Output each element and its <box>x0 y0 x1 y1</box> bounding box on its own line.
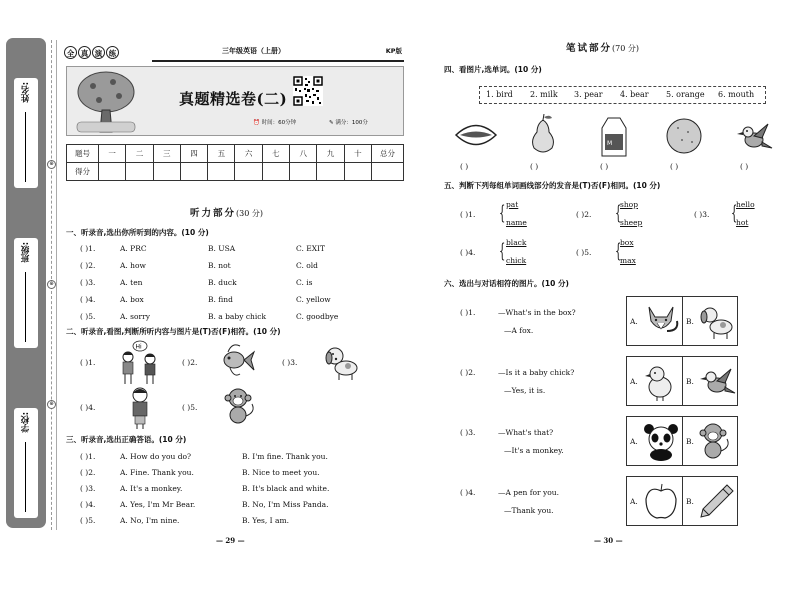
writing-heading <box>566 40 639 54</box>
student-info-sidebar <box>6 38 46 528</box>
option-a: A. Fine. Thank you. <box>120 468 194 477</box>
q6-title: 六、选出与对话相符的图片。(10 分) <box>444 279 569 288</box>
score-header-cell: 七 <box>262 145 289 163</box>
option-b: B. a baby chick <box>208 312 267 321</box>
dialog-line: —A fox. <box>504 326 534 335</box>
option-a-label: A. <box>630 317 638 326</box>
option-a-label: A. <box>630 437 638 446</box>
answer-blank[interactable]: ( )2. <box>80 261 96 270</box>
dialog-line: —It's a monkey. <box>504 446 564 455</box>
book-title: 三年级英语（上册） <box>219 46 288 56</box>
answer-blank[interactable]: ( )3. <box>282 358 298 367</box>
picture-choice-box <box>626 476 738 526</box>
word-top: hello <box>736 200 755 209</box>
answer-blank[interactable]: ( ) <box>530 162 539 171</box>
option-b: B. USA <box>208 244 236 253</box>
binding-hole-mark: ⊕ <box>47 160 56 169</box>
score-header-cell: 十 <box>344 145 371 163</box>
score-header-cell: 五 <box>208 145 235 163</box>
option-c: C. goodbye <box>296 312 339 321</box>
mouth-picture <box>454 120 498 150</box>
score-cell[interactable] <box>317 163 344 181</box>
time-limit: ⏰ 时间：60分钟 <box>253 120 297 126</box>
option-a: A. It's a monkey. <box>120 484 183 493</box>
dialog-line: —What's that? <box>498 428 554 437</box>
score-header-cell: 总分 <box>372 145 404 163</box>
dialog-line: —Yes, it is. <box>504 386 546 395</box>
answer-blank[interactable]: ( )4. <box>80 295 96 304</box>
answer-blank[interactable]: ( )5. <box>576 248 592 257</box>
apple-picture <box>641 481 681 521</box>
goldfish-picture <box>216 340 256 382</box>
option-a-label: A. <box>630 377 638 386</box>
score-header-cell: 八 <box>290 145 317 163</box>
dialog-line: —A pen for you. <box>498 488 559 497</box>
name-label-box <box>14 78 38 188</box>
puppy-picture <box>322 342 362 382</box>
option-b: B. Yes, I am. <box>242 516 289 525</box>
answer-blank[interactable]: ( )1. <box>460 210 476 219</box>
score-header-cell: 二 <box>126 145 153 163</box>
school-write-line <box>25 442 26 512</box>
option-b: B. not <box>208 261 231 270</box>
answer-blank[interactable]: ( )1. <box>460 308 476 317</box>
pen-picture <box>697 481 737 521</box>
bird-picture <box>734 116 774 156</box>
listening-heading-text: 听力部分 <box>190 208 237 219</box>
time-text: 时间：60分钟 <box>261 120 297 126</box>
monkey-picture <box>697 421 733 461</box>
milk-carton-picture <box>598 114 628 158</box>
q4-title: 四、看图片,选单词。(10 分) <box>444 65 542 74</box>
binding-line <box>56 40 57 530</box>
school-label: 学校: <box>21 412 31 433</box>
binding-hole-mark: ⊕ <box>47 280 56 289</box>
answer-blank[interactable]: ( )1. <box>80 358 96 367</box>
score-cell[interactable] <box>372 163 404 181</box>
score-header-cell: 九 <box>317 145 344 163</box>
score-cell[interactable] <box>99 163 126 181</box>
answer-blank[interactable]: ( )4. <box>80 403 96 412</box>
option-a-cell[interactable] <box>627 357 683 405</box>
option-b-label: B. <box>686 437 694 446</box>
greeting-kids-picture <box>118 340 164 386</box>
chick-picture <box>643 363 677 401</box>
option-a: A. No, I'm nine. <box>120 516 180 525</box>
puppy-picture <box>697 303 737 341</box>
qr-code-icon <box>293 76 323 106</box>
q1-title: 一、听录音,选出你所听到的内容。(10 分) <box>66 228 209 237</box>
word-bottom: sheep <box>620 218 643 227</box>
writing-heading-text: 笔试部分 <box>566 43 613 54</box>
answer-blank[interactable]: ( ) <box>670 162 679 171</box>
listening-heading <box>190 205 263 219</box>
brace-icon: { <box>615 200 622 224</box>
logo-char: 练 <box>106 46 119 59</box>
brace-icon: { <box>731 200 738 224</box>
answer-blank[interactable]: ( )1. <box>80 244 96 253</box>
page-number-left: — 29 — <box>216 536 245 545</box>
exam-title: 真题精选卷(二) <box>179 90 288 108</box>
option-c: C. is <box>296 278 313 287</box>
school-label-box <box>14 408 38 518</box>
option-b: B. I'm fine. Thank you. <box>242 452 328 461</box>
word-option: 2. milk <box>530 90 558 99</box>
listening-points: (30 分) <box>236 209 263 218</box>
score-cell[interactable] <box>290 163 317 181</box>
full-score: ✎ 满分：100分 <box>329 120 368 126</box>
answer-blank[interactable]: ( )5. <box>182 403 198 412</box>
option-b-cell[interactable] <box>683 417 739 465</box>
word-bottom: chick <box>506 256 527 265</box>
picture-choice-box <box>626 356 738 406</box>
dialog-line: —What's in the box? <box>498 308 576 317</box>
q3-title: 三、听录音,选出正确答语。(10 分) <box>66 435 187 444</box>
score-header-cell: 四 <box>180 145 207 163</box>
score-cell[interactable] <box>235 163 262 181</box>
option-b: B. find <box>208 295 233 304</box>
word-top: pat <box>506 200 519 209</box>
score-row-label: 得分 <box>67 163 99 181</box>
option-b-label: B. <box>686 497 694 506</box>
class-write-line <box>25 272 26 342</box>
answer-blank[interactable]: ( )5. <box>80 312 96 321</box>
word-top: box <box>620 238 634 247</box>
word-bottom: max <box>620 256 636 265</box>
answer-blank[interactable]: ( ) <box>600 162 609 171</box>
option-b-cell[interactable] <box>683 357 739 405</box>
series-logo <box>64 46 120 59</box>
word-bank <box>479 86 766 104</box>
q2-title: 二、听录音,看图,判断所听内容与图片是(T)否(F)相符。(10 分) <box>66 327 281 336</box>
option-b: B. Nice to meet you. <box>242 468 320 477</box>
score-cell[interactable] <box>344 163 371 181</box>
word-option: 1. bird <box>486 90 513 99</box>
hi-bubble-text: Hi <box>135 343 142 351</box>
word-top: black <box>506 238 527 247</box>
option-a: A. Yes, I'm Mr Bear. <box>120 500 196 509</box>
brace-icon: { <box>615 238 622 262</box>
tree-illustration <box>75 70 137 134</box>
word-option: 3. pear <box>574 90 603 99</box>
answer-blank[interactable]: ( )1. <box>80 452 96 461</box>
option-a-cell[interactable] <box>627 477 683 525</box>
option-a-cell[interactable] <box>627 417 683 465</box>
answer-blank[interactable]: ( )3. <box>460 428 476 437</box>
word-top: shop <box>620 200 638 209</box>
score-cell[interactable] <box>126 163 153 181</box>
option-b: B. It's black and white. <box>242 484 330 493</box>
logo-char: 真 <box>78 46 91 59</box>
class-label-box <box>14 238 38 348</box>
fox-picture <box>641 301 681 341</box>
answer-blank[interactable]: ( )4. <box>460 248 476 257</box>
score-header-cell: 三 <box>153 145 180 163</box>
option-b-cell[interactable] <box>683 297 739 345</box>
pear-picture <box>528 114 558 156</box>
picture-choice-box <box>626 416 738 466</box>
answer-blank[interactable]: ( ) <box>740 162 749 171</box>
binding-hole-mark: ⊕ <box>47 400 56 409</box>
score-cell[interactable] <box>262 163 289 181</box>
writing-points: (70 分) <box>612 44 639 53</box>
q5-title: 五、判断下列每组单词画线部分的发音是(T)否(F)相同。(10 分) <box>444 181 661 190</box>
option-a-cell[interactable] <box>627 297 683 345</box>
orange-picture <box>664 116 704 156</box>
score-header-cell: 一 <box>99 145 126 163</box>
answer-blank[interactable]: ( )3. <box>80 484 96 493</box>
dialog-line: —Thank you. <box>504 506 554 515</box>
answer-blank[interactable]: ( )2. <box>80 468 96 477</box>
class-label: 班级: <box>21 242 31 263</box>
word-option: 6. mouth <box>718 90 755 99</box>
word-option: 4. bear <box>620 90 649 99</box>
exam-banner <box>66 66 404 136</box>
answer-blank[interactable]: ( )3. <box>80 278 96 287</box>
answer-blank[interactable]: ( )2. <box>460 368 476 377</box>
option-a: A. how <box>120 261 146 270</box>
picture-choice-box <box>626 296 738 346</box>
panda-picture <box>641 421 681 461</box>
name-label: 姓名: <box>21 82 31 103</box>
bird-picture <box>697 363 737 401</box>
answer-blank[interactable]: ( )4. <box>80 500 96 509</box>
option-a: A. ten <box>120 278 143 287</box>
score-cell[interactable] <box>208 163 235 181</box>
dialog-line: —Is it a baby chick? <box>498 368 575 377</box>
page-number-right: — 30 — <box>594 536 623 545</box>
score-table <box>66 144 404 181</box>
answer-blank[interactable]: ( )3. <box>694 210 710 219</box>
svg-text:M: M <box>607 140 613 147</box>
option-c: C. EXIT <box>296 244 326 253</box>
option-a: A. box <box>120 295 144 304</box>
answer-blank[interactable]: ( )4. <box>460 488 476 497</box>
option-c: C. yellow <box>296 295 331 304</box>
boy-picture <box>124 386 156 430</box>
page-header <box>64 46 404 62</box>
monkey-picture <box>222 386 258 426</box>
option-a: A. How do you do? <box>120 452 192 461</box>
answer-blank[interactable]: ( ) <box>460 162 469 171</box>
word-bottom: hot <box>736 218 749 227</box>
answer-blank[interactable]: ( )5. <box>80 516 96 525</box>
word-option: 5. orange <box>666 90 705 99</box>
option-b: B. No, I'm Miss Panda. <box>242 500 329 509</box>
score-header-cell: 六 <box>235 145 262 163</box>
brace-icon: { <box>499 200 506 224</box>
score-text: 满分：100分 <box>335 120 368 126</box>
option-b-cell[interactable] <box>683 477 739 525</box>
name-write-line <box>25 112 26 182</box>
option-b-label: B. <box>686 377 694 386</box>
score-cell[interactable] <box>180 163 207 181</box>
answer-blank[interactable]: ( )2. <box>182 358 198 367</box>
score-cell[interactable] <box>153 163 180 181</box>
logo-char: 演 <box>92 46 105 59</box>
logo-char: 全 <box>64 46 77 59</box>
option-c: C. old <box>296 261 318 270</box>
option-a-label: A. <box>630 497 638 506</box>
score-header-cell: 题号 <box>67 145 99 163</box>
option-a: A. PRC <box>120 244 147 253</box>
option-a: A. sorry <box>120 312 150 321</box>
answer-blank[interactable]: ( )2. <box>576 210 592 219</box>
word-bottom: name <box>506 218 527 227</box>
option-b: B. duck <box>208 278 237 287</box>
option-b-label: B. <box>686 317 694 326</box>
edition-label: KP版 <box>385 47 402 55</box>
brace-icon: { <box>499 238 506 262</box>
